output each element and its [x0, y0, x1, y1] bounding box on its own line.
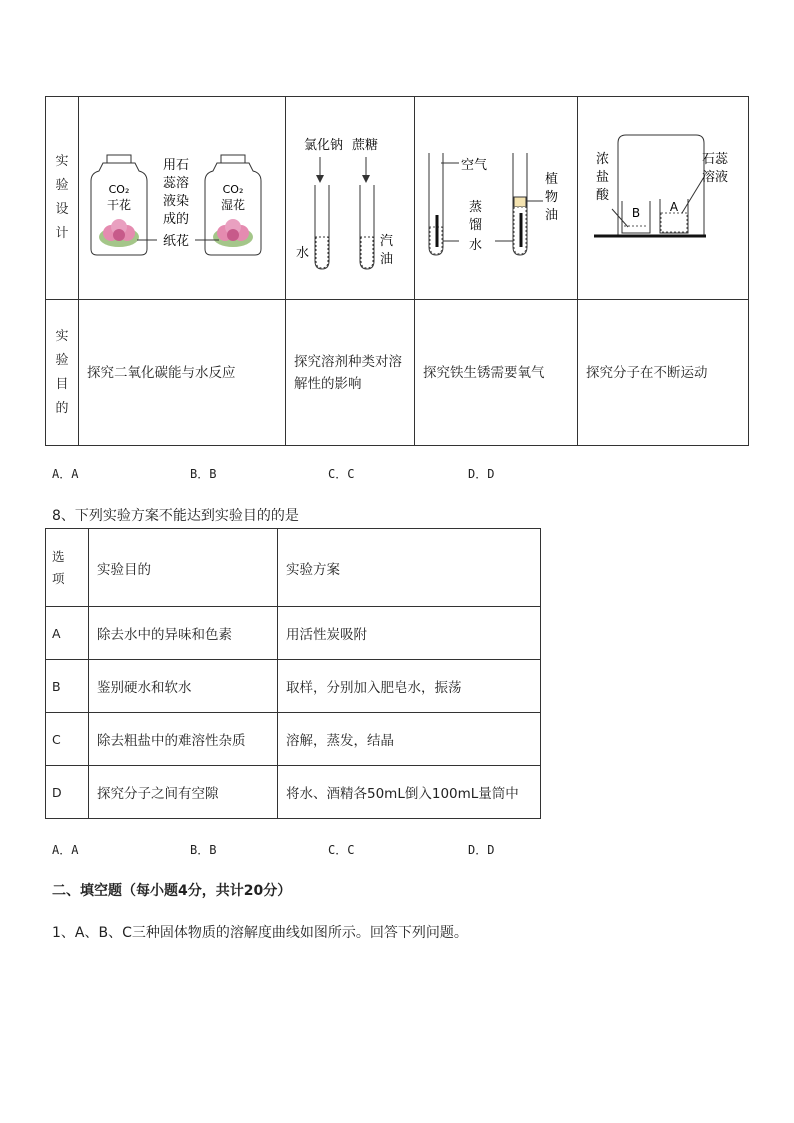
conc-hcl-label: 酸 — [596, 188, 610, 203]
beaker-b-label: B — [631, 206, 641, 220]
test-tube-air-water — [429, 153, 443, 255]
figure-molecule-motion — [578, 97, 749, 300]
plan-cell: 取样，分别加入肥皂水，振荡 — [278, 660, 541, 713]
figure-co2-flower — [79, 97, 286, 300]
purpose-cell: 鉴别硬水和软水 — [89, 660, 278, 713]
choice-a: A．A — [52, 467, 79, 481]
figure-solvent-test — [286, 97, 415, 300]
plan-cell: 用活性炭吸附 — [278, 607, 541, 660]
choice-d: D．D — [468, 843, 495, 857]
choice-b: B．B — [190, 467, 217, 481]
header-plan: 实验方案 — [278, 529, 541, 607]
purpose-cell: 除去粗盐中的难溶性杂质 — [89, 713, 278, 766]
header-option: 选 项 — [46, 529, 89, 607]
experiment-design-table — [45, 96, 749, 446]
figure-iron-rust — [415, 97, 578, 300]
choice-b: B．B — [190, 843, 217, 857]
beaker-b — [622, 201, 650, 233]
wet-flower-label: 湿花 — [220, 198, 246, 212]
sucrose-label: 蔗糖 — [352, 138, 379, 153]
test-tube-gasoline — [360, 185, 374, 269]
plant-oil-label: 油 — [545, 208, 559, 223]
test-tube-oil-water — [513, 153, 527, 255]
table-row — [46, 766, 541, 819]
conc-hcl-label: 盐 — [596, 170, 610, 185]
fig1-label-line: 成的 — [162, 212, 190, 227]
purpose-cell: 探究分子在不断运动 — [578, 300, 749, 446]
table-row — [46, 607, 541, 660]
test-tube-water — [315, 185, 329, 269]
option-cell: C — [46, 713, 89, 766]
option-cell: A — [46, 607, 89, 660]
nacl-label: 氯化钠 — [304, 138, 344, 153]
beaker-a — [660, 199, 688, 233]
fig1-label-line: 纸花 — [162, 234, 190, 249]
table-row — [46, 713, 541, 766]
choice-d: D．D — [468, 467, 495, 481]
air-label: 空气 — [461, 158, 488, 173]
conc-hcl-label: 浓 — [596, 152, 610, 167]
choice-a: A．A — [52, 843, 79, 857]
section-title: 二、填空题（每小题4分，共计20分） — [52, 883, 292, 899]
fig1-label-line: 液染 — [162, 194, 190, 209]
plan-cell: 溶解，蒸发，结晶 — [278, 713, 541, 766]
purpose-cell: 除去水中的异味和色素 — [89, 607, 278, 660]
choice-c: C．C — [328, 843, 355, 857]
table-row — [46, 660, 541, 713]
purpose-cell: 探究溶剂种类对溶解性的影响 — [286, 300, 415, 446]
plan-cell: 将水、酒精各50mL倒入100mL量筒中 — [278, 766, 541, 819]
dry-flower-label: 干花 — [106, 198, 132, 212]
purpose-cell: 探究铁生锈需要氧气 — [415, 300, 578, 446]
question-1-stem: 1、A、B、C三种固体物质的溶解度曲线如图所示。回答下列问题。 — [52, 925, 468, 941]
option-cell: B — [46, 660, 89, 713]
gasoline-label: 汽 — [380, 234, 394, 249]
co2-label-left: CO₂ — [108, 183, 130, 196]
distilled-water-label: 蒸 — [469, 200, 483, 215]
plant-oil-label: 物 — [545, 190, 559, 205]
distilled-water-label: 水 — [469, 238, 483, 253]
co2-label-right: CO₂ — [222, 183, 244, 196]
gasoline-label: 油 — [380, 252, 394, 267]
beaker-a-label: A — [669, 200, 679, 214]
water-label: 水 — [296, 246, 310, 261]
purpose-cell: 探究分子之间有空隙 — [89, 766, 278, 819]
distilled-water-label: 馏 — [469, 218, 483, 233]
litmus-label: 溶液 — [702, 170, 729, 185]
litmus-label: 石蕊 — [702, 152, 729, 167]
purpose-cell: 探究二氧化碳能与水反应 — [79, 300, 286, 446]
fig1-label-line: 用石 — [162, 158, 190, 173]
fig1-label-line: 蕊溶 — [162, 176, 190, 191]
choice-c: C．C — [328, 467, 355, 481]
header-purpose: 实验目的 — [89, 529, 278, 607]
row-label-design: 实 验 设 计 — [46, 97, 79, 300]
q8-table — [45, 528, 541, 819]
plant-oil-label: 植 — [545, 172, 559, 187]
option-cell: D — [46, 766, 89, 819]
row-label-purpose: 实 验 目 的 — [46, 300, 79, 446]
question-8-stem: 8、下列实验方案不能达到实验目的的是 — [52, 508, 299, 524]
